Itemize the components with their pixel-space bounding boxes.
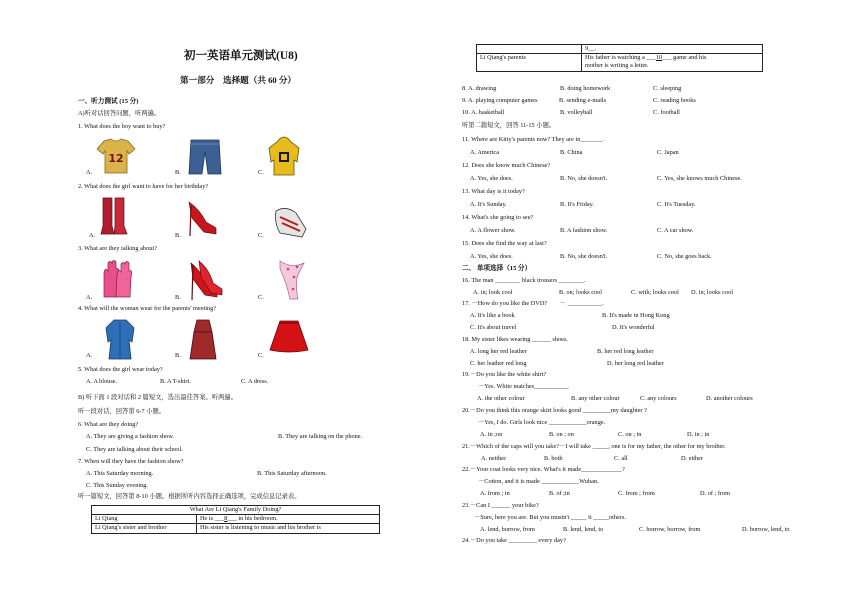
question-17: 17. －How do you like the DVD? － ___________. — [462, 300, 604, 307]
question-15: 15. Does she find the way at last? — [462, 240, 547, 247]
q22-option-d[interactable]: D. of ; from — [700, 490, 731, 497]
q20-option-b[interactable]: B. on ; on — [549, 431, 574, 438]
table-cell: Li Qiang's sister and brother — [92, 524, 197, 533]
q11-option-a[interactable]: A. America — [470, 149, 500, 156]
boots-icon — [100, 196, 128, 238]
option-b-label: B. — [175, 169, 181, 176]
q10-option-c[interactable]: C. football — [653, 109, 680, 116]
table-cell: Li Qiang's parents — [477, 54, 582, 71]
table-cell: He is ___8___ in his bedroom. — [197, 515, 380, 524]
q10-option-b[interactable]: B. volleyball — [560, 109, 593, 116]
q22-option-b[interactable]: B. of ;in — [549, 490, 570, 497]
option-c-label: C. — [258, 352, 264, 359]
q15-option-a[interactable]: A. Yes, she does. — [470, 253, 513, 260]
q20-option-d[interactable]: D. in ; in — [687, 431, 710, 438]
option-a-label: A. — [86, 169, 93, 176]
option-c-label: C. — [258, 232, 264, 239]
question-4: 4. What will the woman wear for the parents' meeting? — [78, 305, 217, 312]
q12-option-a[interactable]: A. Yes, she does. — [470, 175, 513, 182]
q17-option-a[interactable]: A. It's like a book — [470, 312, 515, 319]
q21-option-c[interactable]: C. all — [614, 455, 628, 462]
q18-option-a[interactable]: A. long her red leather — [470, 348, 527, 355]
q11-option-c[interactable]: C. Japan — [657, 149, 679, 156]
svg-text:12: 12 — [108, 152, 124, 165]
page-title: 初一英语单元测试(U8) — [184, 50, 298, 62]
section-heading-listening: 一、听力测试 (15 分) — [78, 98, 139, 105]
jeans-icon — [187, 138, 223, 176]
q12-option-c[interactable]: C. Yes, she knows much Chinese. — [657, 175, 742, 182]
blank-10[interactable]: 10 — [655, 54, 663, 62]
question-6: 6. What are they doing? — [78, 421, 139, 428]
q12-option-b[interactable]: B. No, she doesn't. — [560, 175, 608, 182]
q16-option-a[interactable]: A. in; look cool — [473, 289, 513, 296]
q6-option-a[interactable]: A. They are giving a fashion show. — [86, 433, 174, 440]
q23-option-d[interactable]: D. borrow, lend, to — [742, 526, 790, 533]
blank-9[interactable]: 9 — [585, 45, 589, 52]
q17-option-d[interactable]: D. It's wonderful — [612, 324, 655, 331]
question-10: 10. A. basketball — [462, 109, 505, 116]
q7-option-a[interactable]: A. This Saturday morning. — [86, 470, 154, 477]
question-13: 13. What day is it today? — [462, 188, 525, 195]
question-1: 1. What does the boy want to buy? — [78, 123, 166, 130]
q16-option-b[interactable]: B. on; looks cool — [559, 289, 603, 296]
question-2: 2. What does the girl want to have for her birthday? — [78, 183, 209, 190]
q19-option-a[interactable]: A. the other colour — [477, 395, 525, 402]
q14-option-c[interactable]: C. A car show. — [657, 227, 694, 234]
q7-option-c[interactable]: C. This Sunday evening. — [86, 482, 148, 489]
q18-option-d[interactable]: D. her long red leather — [607, 360, 664, 367]
option-c-label: C. — [258, 294, 264, 301]
option-a-label: A. — [89, 232, 96, 239]
table-row — [477, 54, 763, 71]
q6-option-b[interactable]: B. They are talking on the phone. — [278, 433, 363, 440]
coat-icon — [104, 318, 136, 360]
q16-option-c[interactable]: C. with; looks cool — [631, 289, 679, 296]
q13-option-c[interactable]: C. It's Tuesday. — [657, 201, 696, 208]
q7-option-b[interactable]: B. This Saturday afternoon. — [257, 470, 327, 477]
question-20-reply: －Yes, I do. Girls look nice ____________orange. — [478, 419, 606, 426]
q19-option-d[interactable]: D. another colours — [706, 395, 753, 402]
question-21: 21.－Which of the caps will you take?－I will take _____, one is for my father, the other for my brother. — [462, 443, 726, 450]
skirt-icon — [268, 318, 310, 354]
q9-option-b[interactable]: B. sending e-mails — [559, 97, 607, 104]
q19-option-b[interactable]: B. any other colour — [571, 395, 620, 402]
q23-option-a[interactable]: A. lend, borrow, from — [480, 526, 535, 533]
hoodie-icon — [267, 134, 301, 176]
option-b-label: B. — [175, 352, 181, 359]
instruction-8-10: 听一篇短文，回答第 8-10 小题。根据所听内容选择正确选项，完成信息记录表。 — [78, 493, 301, 500]
dress-icon — [188, 318, 218, 360]
scarf-icon — [276, 259, 308, 301]
q21-option-a[interactable]: A. neither — [481, 455, 507, 462]
question-22-reply: －Cotton, and it is made ____________Wuhan. — [478, 478, 599, 485]
q23-option-c[interactable]: C. borrow, borrow, from — [639, 526, 701, 533]
table-row — [92, 524, 380, 533]
q16-option-d[interactable]: D. in; looks cool — [691, 289, 733, 296]
question-9: 9. A. playing computer games — [462, 97, 538, 104]
q22-option-a[interactable]: A. from ; in — [480, 490, 510, 497]
q20-option-c[interactable]: C. on ; in — [618, 431, 642, 438]
q22-option-c[interactable]: C. from ; from — [618, 490, 655, 497]
question-23: 23.－Can I ______ your bike? — [462, 502, 539, 509]
q8-option-c[interactable]: C. sleeping — [653, 85, 682, 92]
question-12: 12. Does she know much Chinese? — [462, 162, 551, 169]
question-14: 14. What's she going to see? — [462, 214, 534, 221]
q18-option-c[interactable]: C. her leather red long — [470, 360, 527, 367]
q5-option-c[interactable]: C. A dress. — [241, 378, 269, 385]
q21-option-d[interactable]: D. either — [681, 455, 704, 462]
option-b-label: B. — [175, 294, 181, 301]
option-b-label: B. — [175, 232, 181, 239]
instruction-11-15: 听第二篇短文，回答 11-15 小题。 — [462, 122, 556, 129]
section-a-instructions: A)听对话回答问题，听两遍。 — [78, 110, 161, 117]
q20-option-a[interactable]: A. in ;on — [480, 431, 503, 438]
q5-option-b[interactable]: B. A T-shirt. — [160, 378, 191, 385]
instruction-6-7: 听一段对话，回答第 6-7 小题。 — [78, 408, 166, 415]
info-table-continued — [476, 44, 763, 72]
q5-option-a[interactable]: A. A blouse. — [86, 378, 118, 385]
part-heading: 第一部分 选择题（共 60 分） — [180, 75, 297, 85]
option-c-label: C. — [258, 169, 264, 176]
option-a-label: A. — [86, 352, 93, 359]
blank-8[interactable]: 8 — [224, 515, 228, 523]
question-19: 19.－Do you like the white shirt? — [462, 371, 547, 378]
q6-option-c[interactable]: C. They are talking about their school. — [86, 446, 183, 453]
q17-option-c[interactable]: C. It's about travel — [470, 324, 517, 331]
table-cell: His sister is listening to music and his brother is — [197, 524, 380, 533]
q14-option-b[interactable]: B. A fashion show. — [560, 227, 608, 234]
table-cell: Li Qiang — [92, 515, 197, 524]
q15-option-c[interactable]: C. No, she goes back. — [657, 253, 712, 260]
tshirt-icon — [96, 138, 136, 174]
question-3: 3. What are they talking about? — [78, 245, 157, 252]
strappy-heels-icon — [189, 259, 223, 301]
question-23-reply: －Sure, here you are. But you mustn't _____ it _____others. — [474, 514, 626, 521]
table-row — [477, 45, 763, 54]
q13-option-a[interactable]: A. It's Sunday. — [470, 201, 507, 208]
q13-option-b[interactable]: B. It's Friday. — [560, 201, 594, 208]
question-18: 18. My sister likes wearing ______ shoes. — [462, 336, 568, 343]
q14-option-a[interactable]: A. A flower show. — [470, 227, 516, 234]
info-table — [91, 505, 380, 534]
question-19-reply: －Yes. White matches___________ — [478, 383, 569, 390]
question-7: 7. When will they have the fashion show? — [78, 458, 184, 465]
gloves-icon — [100, 259, 134, 299]
question-8: 8. A. drawing — [462, 85, 497, 92]
question-22: 22.－Your coat looks very nice. What's it made_____________? — [462, 466, 625, 473]
sneakers-icon — [272, 203, 308, 239]
q19-option-c[interactable]: C. any colours — [640, 395, 677, 402]
option-a-label: A. — [86, 294, 93, 301]
table-cell: His father is watching a ___10___ game and his mother is writing a letter. — [582, 54, 763, 71]
section-heading-choice: 二、 单项选择（15 分） — [462, 265, 532, 272]
question-11: 11. Where are Kitty's parents now? They are in_______. — [462, 136, 604, 143]
q11-option-b[interactable]: B. China — [560, 149, 583, 156]
section-b-instructions: B) 听下面 1 段对话和 2 篇短文，选出最佳答案。听两遍。 — [78, 394, 237, 401]
question-5: 5. What does the girl wear today? — [78, 366, 163, 373]
q8-option-b[interactable]: B. doing homework — [560, 85, 611, 92]
table-cell: 9__. — [582, 45, 763, 54]
q23-option-b[interactable]: B. lend, lend, to — [563, 526, 604, 533]
q9-option-c[interactable]: C. reading books — [653, 97, 696, 104]
q15-option-b[interactable]: B. No, she doesn't. — [560, 253, 608, 260]
q17-option-b[interactable]: B. It's made in Hong Kong — [602, 312, 670, 319]
q21-option-b[interactable]: B. both — [544, 455, 563, 462]
high-heels-icon — [186, 196, 222, 238]
question-20: 20.－Do you think this orange skirt looks good _________my daughter ? — [462, 407, 647, 414]
table-heading: What Are Li Qiang's Family Doing? — [92, 506, 380, 515]
table-row — [92, 515, 380, 524]
q18-option-b[interactable]: B. her red long leather — [597, 348, 654, 355]
question-24: 24.－Do you take _________ every day? — [462, 537, 566, 544]
question-16: 16. The man ________ black trousers ________. — [462, 277, 586, 284]
